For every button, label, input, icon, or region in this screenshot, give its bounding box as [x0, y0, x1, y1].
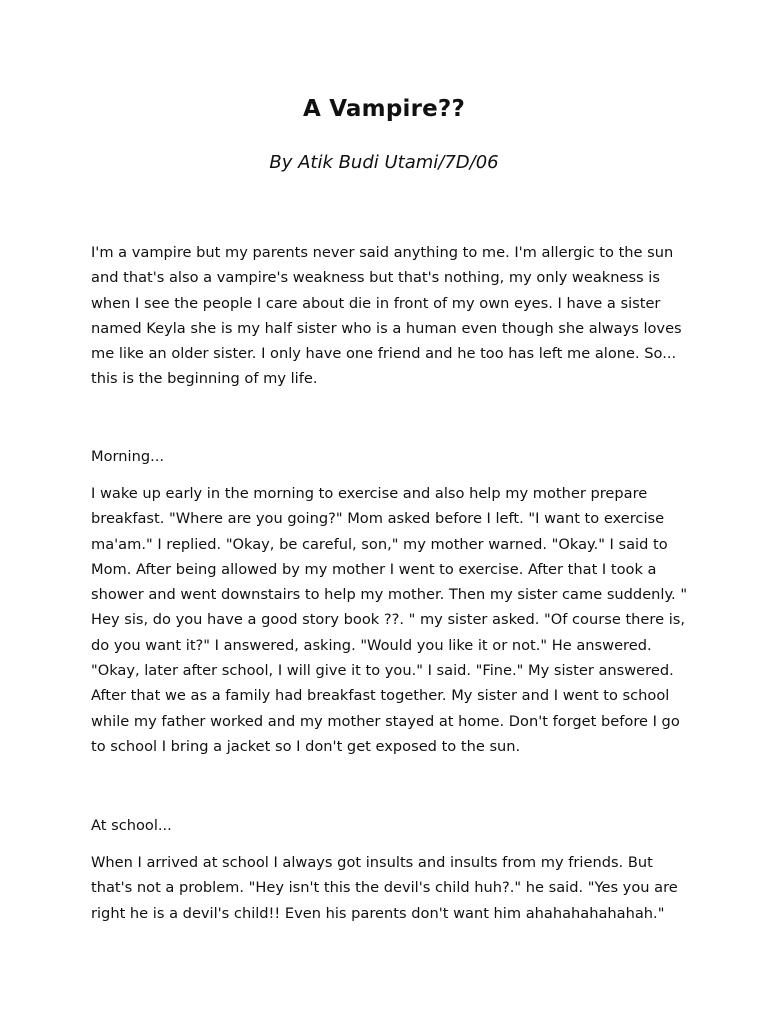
author-byline: By Atik Budi Utami/7D/06	[269, 152, 499, 173]
section-heading-school: At school...	[91, 817, 172, 834]
intro-paragraph: I'm a vampire but my parents never said anything to me. I'm allergic to the sun and that's also a vampire's weakness but that's nothing, my only weakness is when I see the people I care about die in front of my own eyes. I have a sister named Keyla she is my half sister who is a human even though she always loves me like an older sister. I only have one friend and he too has left me alone. So... this is the beginning of my life.	[91, 244, 682, 388]
document-title: A Vampire??	[302, 96, 465, 122]
section-heading-morning: Morning...	[91, 448, 164, 465]
morning-paragraph: I wake up early in the morning to exercise and also help my mother prepare breakfast. "Where are you going?" Mom asked before I left. "I want to exercise ma'am." I replied. "Okay, be careful, son," my mother warned. "Okay." I said to Mom. After being allowed by my mother I went to exercise. After that I took a shower and went downstairs to help my mother. Then my sister came suddenly. " Hey sis, do you have a good story book ??. " my sister asked. "Of course there is, do you want it?" I answered, asking. "Would you like it or not." He answered. "Okay, later after school, I will give it to you." I said. "Fine." My sister answered. After that we as a family had breakfast together. My sister and I went to school while my father worked and my mother stayed at home. Don't forget before I go to school I bring a jacket so I don't get exposed to the sun.	[91, 485, 688, 755]
school-paragraph: When I arrived at school I always got insults and insults from my friends. But that's not a problem. "Hey isn't this the devil's child huh?." he said. "Yes you are right he is a devil's child!! Even his parents don't want him ahahahahahahah."	[91, 854, 678, 922]
